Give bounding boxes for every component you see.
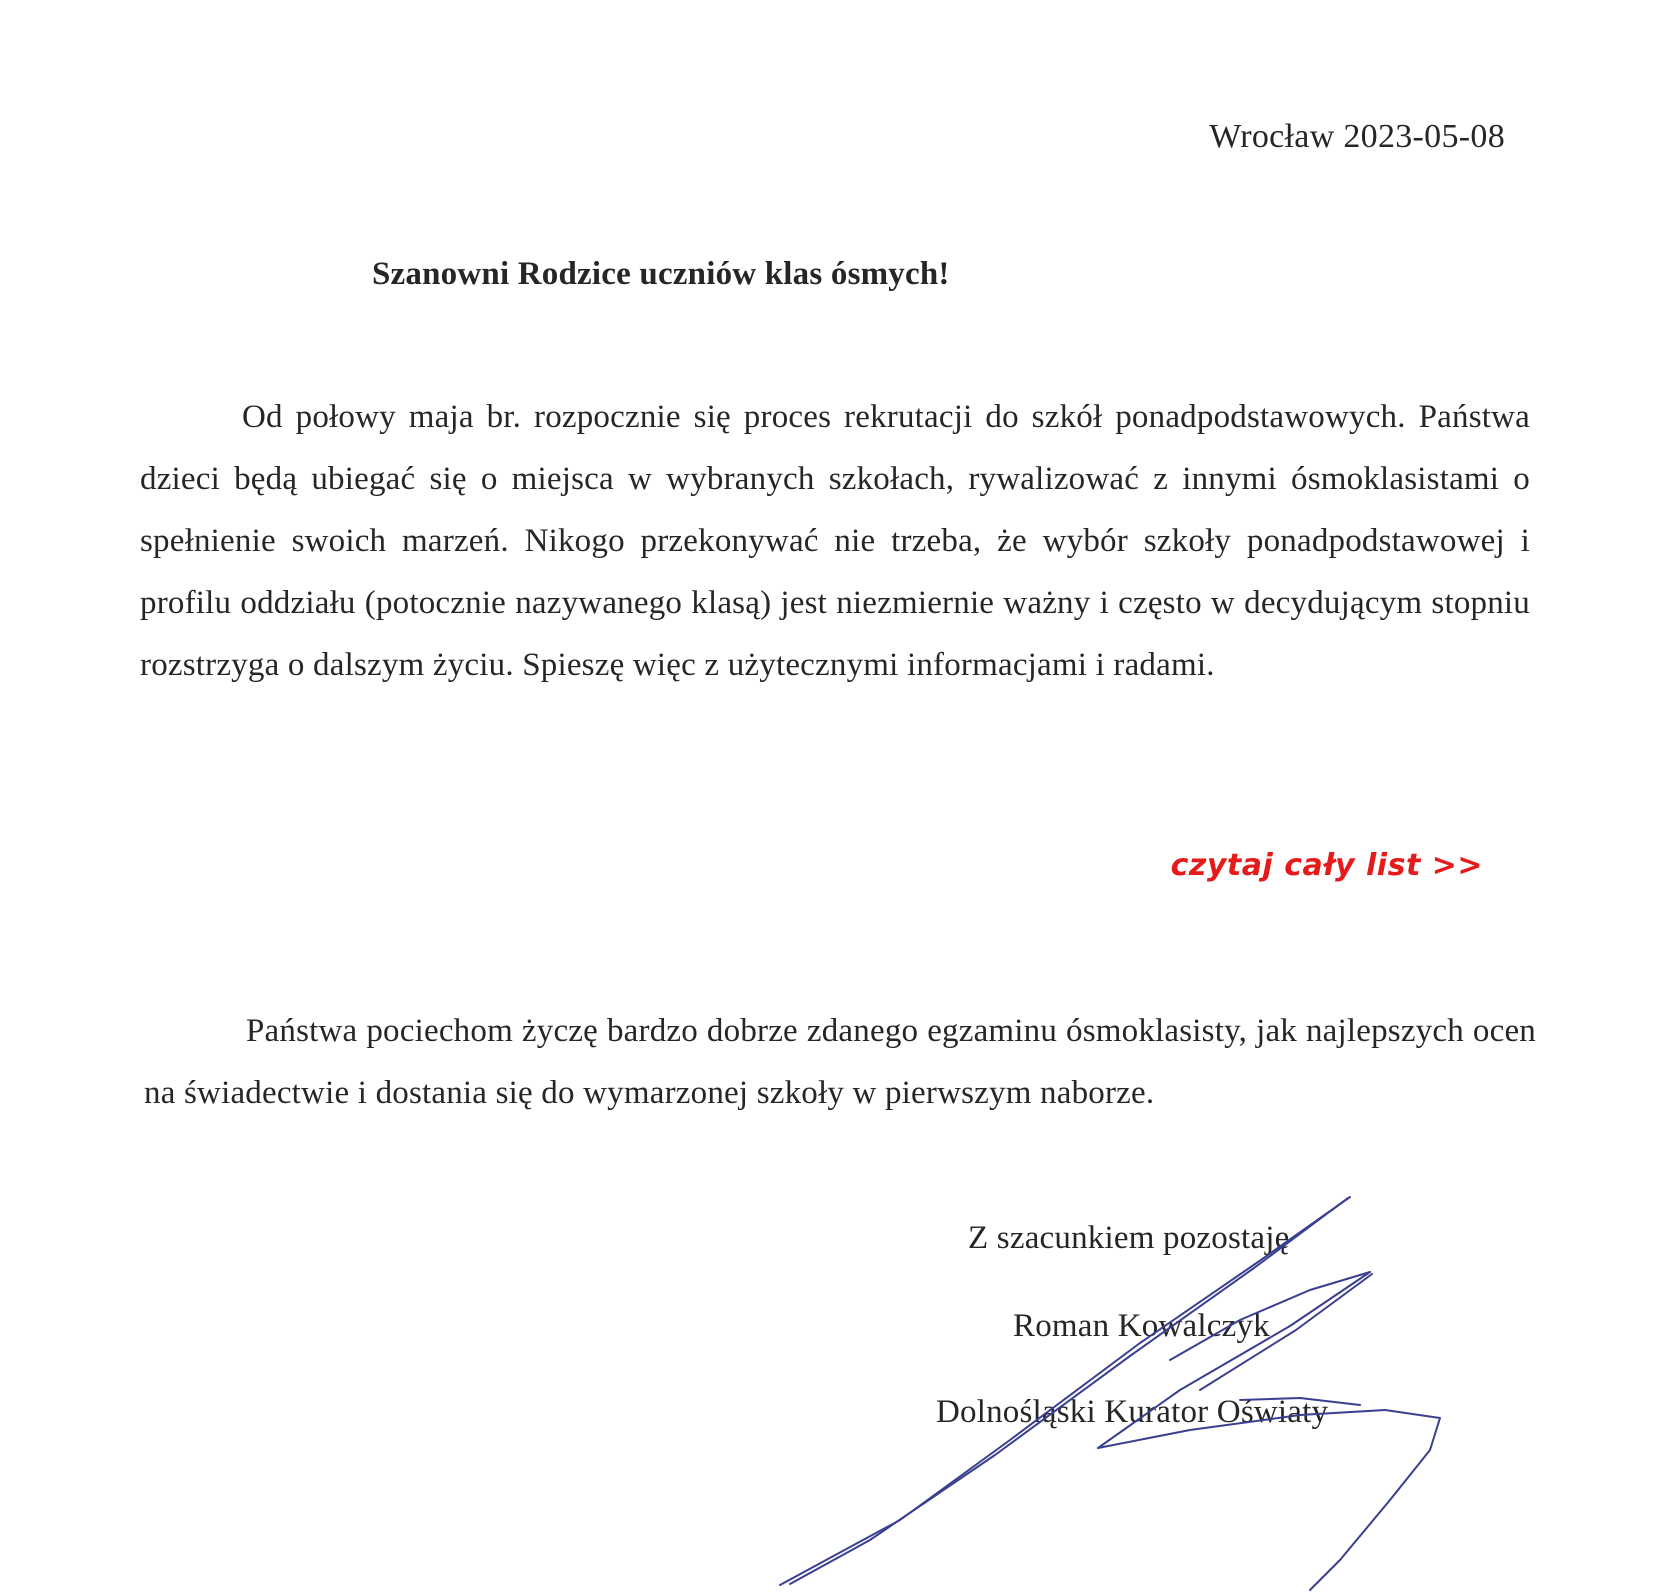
signatory-title: Dolnośląski Kurator Oświaty [936,1394,1329,1430]
signatory-name: Roman Kowalczyk [1013,1308,1270,1344]
letter-paragraph-intro: Od połowy maja br. rozpocznie się proces rekrutacji do szkół ponadpodstawowych. Państwa dzieci będą ubiegać się o miejsca w wybranych szkołach, rywalizować z innymi ósmoklasistami o spełnienie swoich marzeń. Nikogo przekonywać nie trzeba, że wybór szkoły ponadpodstawowej i profilu oddziału (potocznie nazywanego klasą) jest niezmiernie ważny i często w decydującym stopniu rozstrzyga o dalszym życiu. Spieszę więc z użytecznymi informacjami i radami. [140,399,1530,683]
read-full-letter-link[interactable]: czytaj cały list >> [1170,848,1483,883]
letter-salutation: Szanowni Rodzice uczniów klas ósmych! [372,256,950,292]
letter-paragraph-wishes: Państwa pociechom życzę bardzo dobrze zdanego egzaminu ósmoklasisty, jak najlepszych ocen na świadectwie i dostania się do wymarzonej szkoły w pierwszym naborze. [144,1013,1536,1111]
letter-date: Wrocław 2023-05-08 [1209,118,1505,155]
closing-regards: Z szacunkiem pozostaję [968,1220,1290,1256]
